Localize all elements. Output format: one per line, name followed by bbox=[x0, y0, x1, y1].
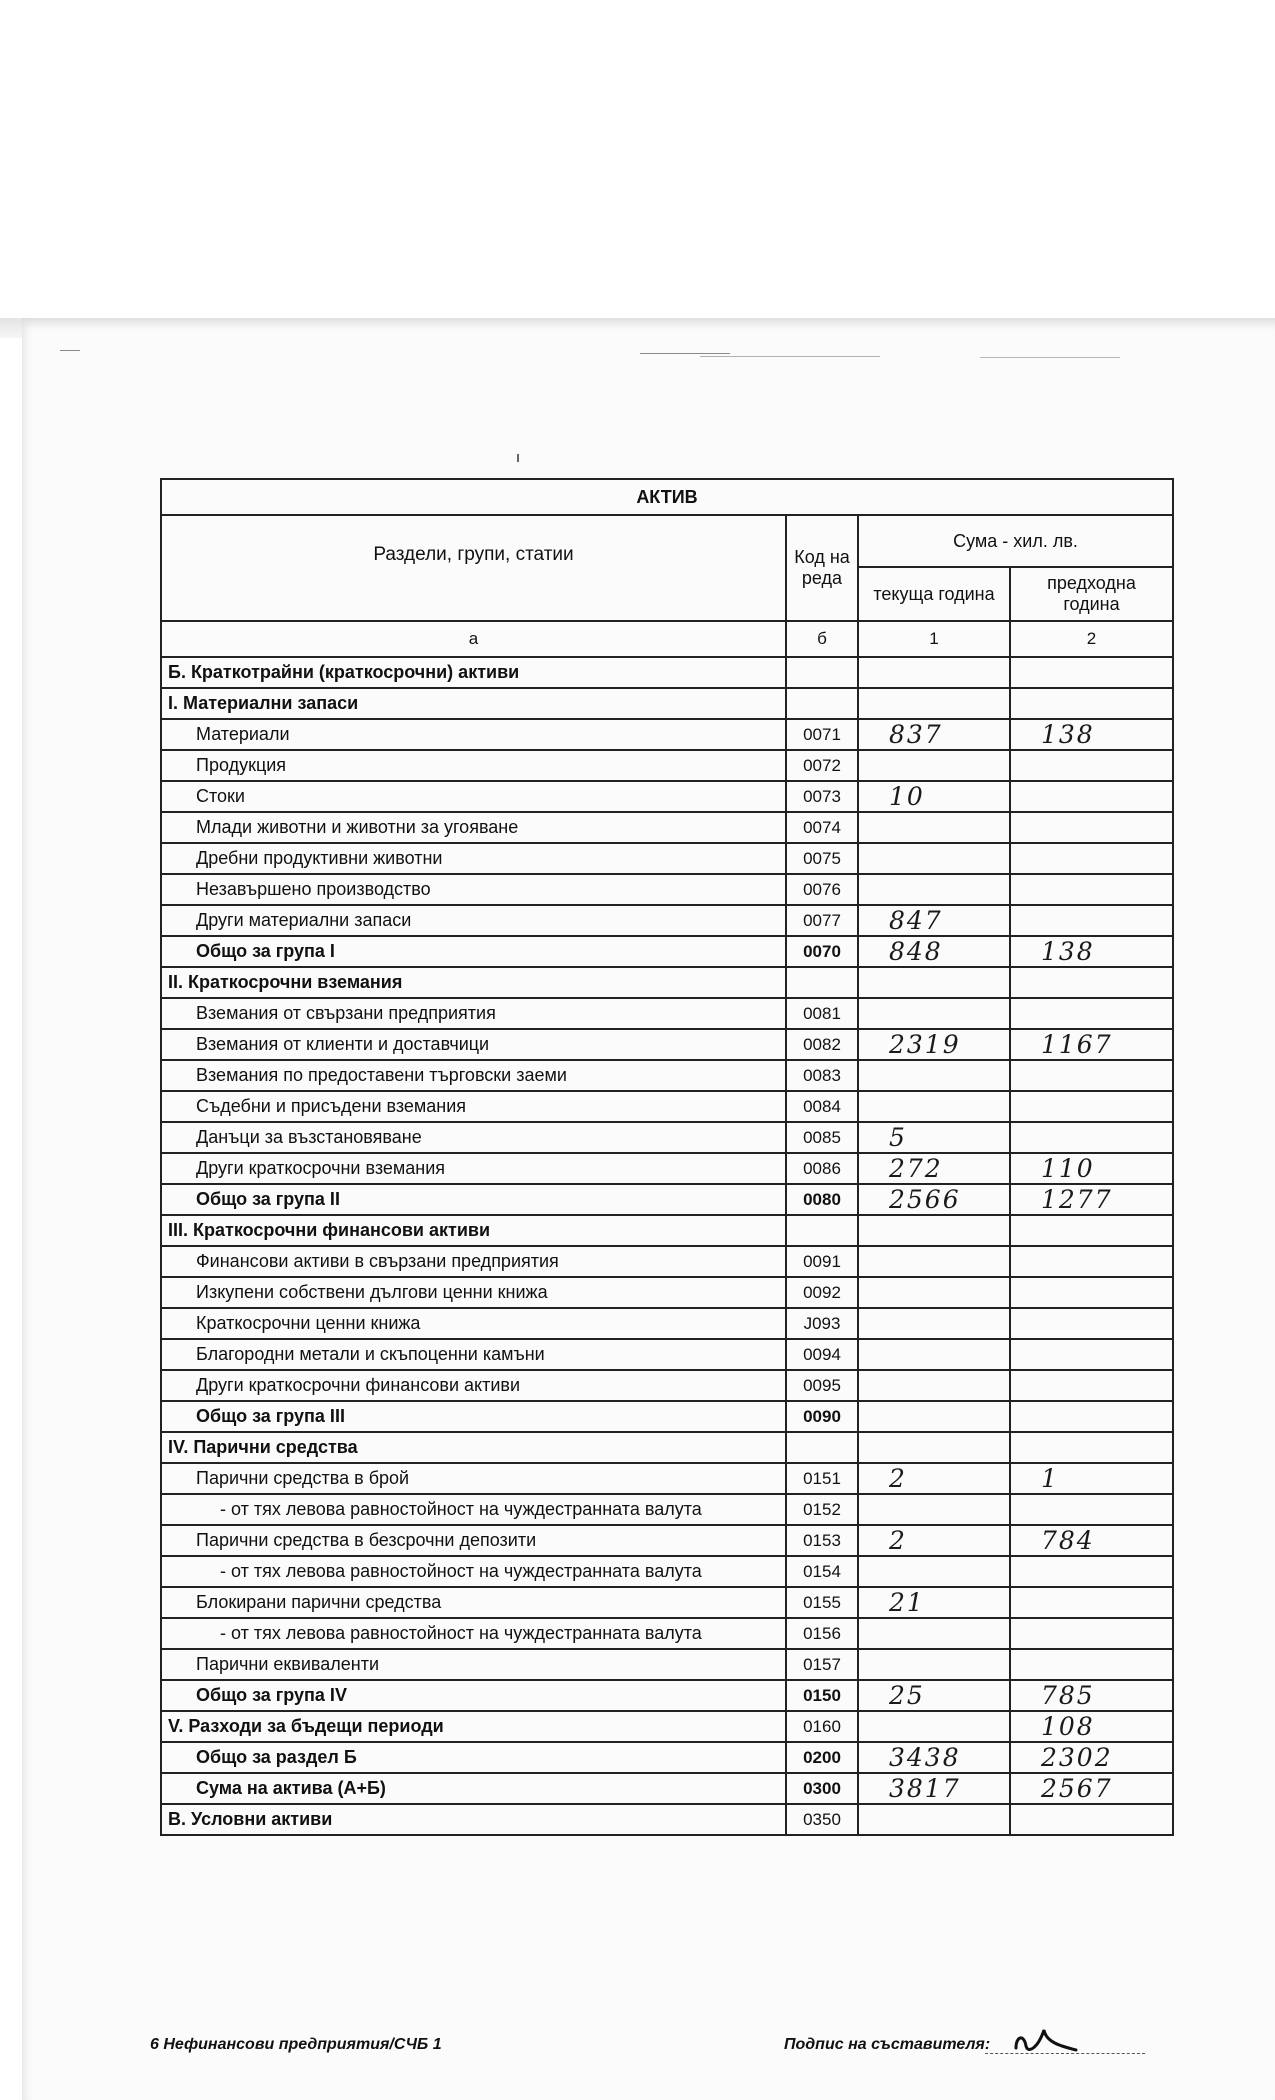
table-row bbox=[161, 1029, 1173, 1060]
current-year-value: 2 bbox=[858, 1525, 1010, 1556]
previous-year-value bbox=[1010, 1277, 1173, 1308]
current-year-value bbox=[858, 657, 1010, 688]
table-row bbox=[161, 1587, 1173, 1618]
row-label: Финансови активи в свързани предприятия bbox=[161, 1246, 786, 1277]
table-row bbox=[161, 1432, 1173, 1463]
row-label: Незавършено производство bbox=[161, 874, 786, 905]
row-code: 0155 bbox=[786, 1587, 858, 1618]
previous-year-value: 2302 bbox=[1010, 1742, 1173, 1773]
table-row bbox=[161, 1494, 1173, 1525]
previous-year-value bbox=[1010, 843, 1173, 874]
table-title: АКТИВ bbox=[161, 479, 1173, 515]
row-label: Стоки bbox=[161, 781, 786, 812]
current-year-value bbox=[858, 967, 1010, 998]
table-row bbox=[161, 1618, 1173, 1649]
current-year-value: 25 bbox=[858, 1680, 1010, 1711]
row-code: 0081 bbox=[786, 998, 858, 1029]
row-code bbox=[786, 1432, 858, 1463]
row-code: 0071 bbox=[786, 719, 858, 750]
previous-year-value bbox=[1010, 657, 1173, 688]
table-row bbox=[161, 1308, 1173, 1339]
previous-year-value: 1167 bbox=[1010, 1029, 1173, 1060]
current-year-value: 10 bbox=[858, 781, 1010, 812]
previous-year-value: 784 bbox=[1010, 1525, 1173, 1556]
current-year-value bbox=[858, 1339, 1010, 1370]
current-year-value bbox=[858, 874, 1010, 905]
row-label: Материали bbox=[161, 719, 786, 750]
scan-speck bbox=[640, 353, 730, 354]
current-year-value: 2319 bbox=[858, 1029, 1010, 1060]
footer-signature-label: Подпис на съставителя: bbox=[784, 2036, 991, 2053]
row-label: - от тях левова равностойност на чуждестранната валута bbox=[161, 1618, 786, 1649]
current-year-value: 837 bbox=[858, 719, 1010, 750]
row-code: 0082 bbox=[786, 1029, 858, 1060]
row-label: III. Краткосрочни финансови активи bbox=[161, 1215, 786, 1246]
previous-year-value bbox=[1010, 1370, 1173, 1401]
previous-year-value bbox=[1010, 1308, 1173, 1339]
current-year-value bbox=[858, 1804, 1010, 1835]
current-year-value bbox=[858, 1432, 1010, 1463]
row-code: 0076 bbox=[786, 874, 858, 905]
row-label: Вземания от свързани предприятия bbox=[161, 998, 786, 1029]
previous-year-value: 2567 bbox=[1010, 1773, 1173, 1804]
previous-year-value: 1277 bbox=[1010, 1184, 1173, 1215]
row-code bbox=[786, 657, 858, 688]
row-code: 0090 bbox=[786, 1401, 858, 1432]
previous-year-value bbox=[1010, 967, 1173, 998]
current-year-value bbox=[858, 1277, 1010, 1308]
table-row bbox=[161, 750, 1173, 781]
scan-speck bbox=[60, 350, 80, 351]
previous-year-value bbox=[1010, 1587, 1173, 1618]
table-row bbox=[161, 1339, 1173, 1370]
row-label: Данъци за възстановяване bbox=[161, 1122, 786, 1153]
table-row bbox=[161, 967, 1173, 998]
table-row bbox=[161, 1804, 1173, 1835]
row-label: Краткосрочни ценни книжа bbox=[161, 1308, 786, 1339]
row-code: 0151 bbox=[786, 1463, 858, 1494]
row-label: - от тях левова равностойност на чуждестранната валута bbox=[161, 1556, 786, 1587]
table-row bbox=[161, 874, 1173, 905]
footer-publication: 6 Нефинансови предприятия/СЧБ 1 bbox=[150, 2036, 442, 2053]
previous-year-value bbox=[1010, 1494, 1173, 1525]
row-code: 0200 bbox=[786, 1742, 858, 1773]
table-row bbox=[161, 1401, 1173, 1432]
previous-year-value bbox=[1010, 874, 1173, 905]
current-year-value bbox=[858, 998, 1010, 1029]
table-row bbox=[161, 1525, 1173, 1556]
row-code: 0350 bbox=[786, 1804, 858, 1835]
current-year-value bbox=[858, 843, 1010, 874]
column-number-2: 2 bbox=[1010, 621, 1173, 657]
table-row bbox=[161, 843, 1173, 874]
row-label: Парични средства в безсрочни депозити bbox=[161, 1525, 786, 1556]
previous-year-value: 108 bbox=[1010, 1711, 1173, 1742]
row-label: Сума на актива (А+Б) bbox=[161, 1773, 786, 1804]
table-row bbox=[161, 781, 1173, 812]
previous-year-value bbox=[1010, 1246, 1173, 1277]
row-code: 0152 bbox=[786, 1494, 858, 1525]
row-label: Парични еквиваленти bbox=[161, 1649, 786, 1680]
scan-speck bbox=[980, 357, 1120, 358]
row-code: 0077 bbox=[786, 905, 858, 936]
current-year-value bbox=[858, 812, 1010, 843]
row-label: Дребни продуктивни животни bbox=[161, 843, 786, 874]
previous-year-value bbox=[1010, 750, 1173, 781]
table-row bbox=[161, 812, 1173, 843]
row-label: Съдебни и присъдени вземания bbox=[161, 1091, 786, 1122]
previous-year-value bbox=[1010, 688, 1173, 719]
table-row bbox=[161, 1649, 1173, 1680]
previous-year-value bbox=[1010, 812, 1173, 843]
row-code: 0074 bbox=[786, 812, 858, 843]
row-label: Парични средства в брой bbox=[161, 1463, 786, 1494]
current-year-value: 2566 bbox=[858, 1184, 1010, 1215]
row-code: 0160 bbox=[786, 1711, 858, 1742]
current-year-value: 847 bbox=[858, 905, 1010, 936]
current-year-value bbox=[858, 1246, 1010, 1277]
current-year-value: 848 bbox=[858, 936, 1010, 967]
current-year-value bbox=[858, 1401, 1010, 1432]
row-label: Общо за група I bbox=[161, 936, 786, 967]
table-row bbox=[161, 1556, 1173, 1587]
row-code: 0070 bbox=[786, 936, 858, 967]
header-amount: Сума - хил. лв. bbox=[858, 515, 1173, 567]
current-year-value bbox=[858, 688, 1010, 719]
previous-year-value bbox=[1010, 998, 1173, 1029]
row-code: 0300 bbox=[786, 1773, 858, 1804]
table-row bbox=[161, 998, 1173, 1029]
row-label: V. Разходи за бъдещи периоди bbox=[161, 1711, 786, 1742]
previous-year-value bbox=[1010, 1556, 1173, 1587]
table-row bbox=[161, 1122, 1173, 1153]
previous-year-value bbox=[1010, 1091, 1173, 1122]
row-label: Продукция bbox=[161, 750, 786, 781]
table-row bbox=[161, 1060, 1173, 1091]
table-row bbox=[161, 1742, 1173, 1773]
row-label: IV. Парични средства bbox=[161, 1432, 786, 1463]
row-label: II. Краткосрочни вземания bbox=[161, 967, 786, 998]
row-code bbox=[786, 967, 858, 998]
row-code: 0085 bbox=[786, 1122, 858, 1153]
row-code: 0073 bbox=[786, 781, 858, 812]
previous-year-value bbox=[1010, 1339, 1173, 1370]
current-year-value bbox=[858, 1370, 1010, 1401]
row-code: 0150 bbox=[786, 1680, 858, 1711]
current-year-value: 272 bbox=[858, 1153, 1010, 1184]
previous-year-value: 110 bbox=[1010, 1153, 1173, 1184]
table-row bbox=[161, 719, 1173, 750]
current-year-value: 3438 bbox=[858, 1742, 1010, 1773]
row-label: Блокирани парични средства bbox=[161, 1587, 786, 1618]
scan-speck bbox=[700, 356, 880, 357]
row-label: Вземания от клиенти и доставчици bbox=[161, 1029, 786, 1060]
previous-year-value bbox=[1010, 1618, 1173, 1649]
current-year-value: 2 bbox=[858, 1463, 1010, 1494]
current-year-value: 5 bbox=[858, 1122, 1010, 1153]
row-label: Общо за група II bbox=[161, 1184, 786, 1215]
previous-year-value bbox=[1010, 1215, 1173, 1246]
signature-mark bbox=[1010, 2018, 1090, 2058]
scan-speck bbox=[517, 454, 519, 462]
previous-year-value: 138 bbox=[1010, 719, 1173, 750]
row-label: Други краткосрочни финансови активи bbox=[161, 1370, 786, 1401]
row-label: В. Условни активи bbox=[161, 1804, 786, 1835]
current-year-value bbox=[858, 1711, 1010, 1742]
row-label: Общо за група IV bbox=[161, 1680, 786, 1711]
row-code: 0080 bbox=[786, 1184, 858, 1215]
table-row bbox=[161, 1184, 1173, 1215]
previous-year-value bbox=[1010, 1122, 1173, 1153]
row-code: 0072 bbox=[786, 750, 858, 781]
previous-year-value bbox=[1010, 1060, 1173, 1091]
table-row bbox=[161, 1463, 1173, 1494]
row-code bbox=[786, 1215, 858, 1246]
current-year-value: 3817 bbox=[858, 1773, 1010, 1804]
current-year-value bbox=[858, 1649, 1010, 1680]
row-label: - от тях левова равностойност на чуждестранната валута bbox=[161, 1494, 786, 1525]
row-label: Други краткосрочни вземания bbox=[161, 1153, 786, 1184]
column-number-1: 1 bbox=[858, 621, 1010, 657]
row-label: Общо за раздел Б bbox=[161, 1742, 786, 1773]
row-label: I. Материални запаси bbox=[161, 688, 786, 719]
row-code: 0095 bbox=[786, 1370, 858, 1401]
current-year-value bbox=[858, 1091, 1010, 1122]
table-row bbox=[161, 1711, 1173, 1742]
table-row bbox=[161, 1370, 1173, 1401]
current-year-value bbox=[858, 1060, 1010, 1091]
row-label: Общо за група III bbox=[161, 1401, 786, 1432]
row-code: 0083 bbox=[786, 1060, 858, 1091]
row-code: 0153 bbox=[786, 1525, 858, 1556]
previous-year-value bbox=[1010, 1804, 1173, 1835]
row-code: 0084 bbox=[786, 1091, 858, 1122]
row-label: Вземания по предоставени търговски заеми bbox=[161, 1060, 786, 1091]
table-row bbox=[161, 1215, 1173, 1246]
previous-year-value bbox=[1010, 1649, 1173, 1680]
table-row bbox=[161, 657, 1173, 688]
row-label: Благородни метали и скъпоценни камъни bbox=[161, 1339, 786, 1370]
table-row bbox=[161, 1246, 1173, 1277]
row-code bbox=[786, 688, 858, 719]
row-label: Б. Краткотрайни (краткосрочни) активи bbox=[161, 657, 786, 688]
previous-year-value: 1 bbox=[1010, 1463, 1173, 1494]
previous-year-value: 785 bbox=[1010, 1680, 1173, 1711]
header-sections-column: Раздели, групи, статии bbox=[161, 515, 786, 621]
row-code: J093 bbox=[786, 1308, 858, 1339]
column-number-b: б bbox=[786, 621, 858, 657]
current-year-value bbox=[858, 1215, 1010, 1246]
previous-year-value bbox=[1010, 905, 1173, 936]
table-row bbox=[161, 1773, 1173, 1804]
previous-year-value bbox=[1010, 1401, 1173, 1432]
table-body bbox=[161, 657, 1173, 1835]
row-code: 0092 bbox=[786, 1277, 858, 1308]
current-year-value bbox=[858, 1308, 1010, 1339]
row-label: Млади животни и животни за угояване bbox=[161, 812, 786, 843]
row-label: Изкупени собствени дългови ценни книжа bbox=[161, 1277, 786, 1308]
previous-year-value: 138 bbox=[1010, 936, 1173, 967]
row-code: 0156 bbox=[786, 1618, 858, 1649]
table-row bbox=[161, 688, 1173, 719]
row-code: 0157 bbox=[786, 1649, 858, 1680]
header-previous-year: предходна година bbox=[1010, 567, 1173, 621]
row-code: 0086 bbox=[786, 1153, 858, 1184]
current-year-value bbox=[858, 1556, 1010, 1587]
row-code: 0154 bbox=[786, 1556, 858, 1587]
table-row bbox=[161, 1680, 1173, 1711]
table-row bbox=[161, 936, 1173, 967]
header-current-year: текуща година bbox=[858, 567, 1010, 621]
previous-year-value bbox=[1010, 781, 1173, 812]
row-code: 0075 bbox=[786, 843, 858, 874]
current-year-value: 21 bbox=[858, 1587, 1010, 1618]
table-row bbox=[161, 1277, 1173, 1308]
table-row bbox=[161, 1091, 1173, 1122]
current-year-value bbox=[858, 1494, 1010, 1525]
table-row bbox=[161, 905, 1173, 936]
previous-year-value bbox=[1010, 1432, 1173, 1463]
header-row-code-column: Код на реда bbox=[786, 515, 858, 621]
current-year-value bbox=[858, 750, 1010, 781]
assets-table bbox=[160, 478, 1174, 1836]
row-label: Други материални запаси bbox=[161, 905, 786, 936]
row-code: 0094 bbox=[786, 1339, 858, 1370]
row-code: 0091 bbox=[786, 1246, 858, 1277]
table-row bbox=[161, 1153, 1173, 1184]
column-number-a: а bbox=[161, 621, 786, 657]
current-year-value bbox=[858, 1618, 1010, 1649]
